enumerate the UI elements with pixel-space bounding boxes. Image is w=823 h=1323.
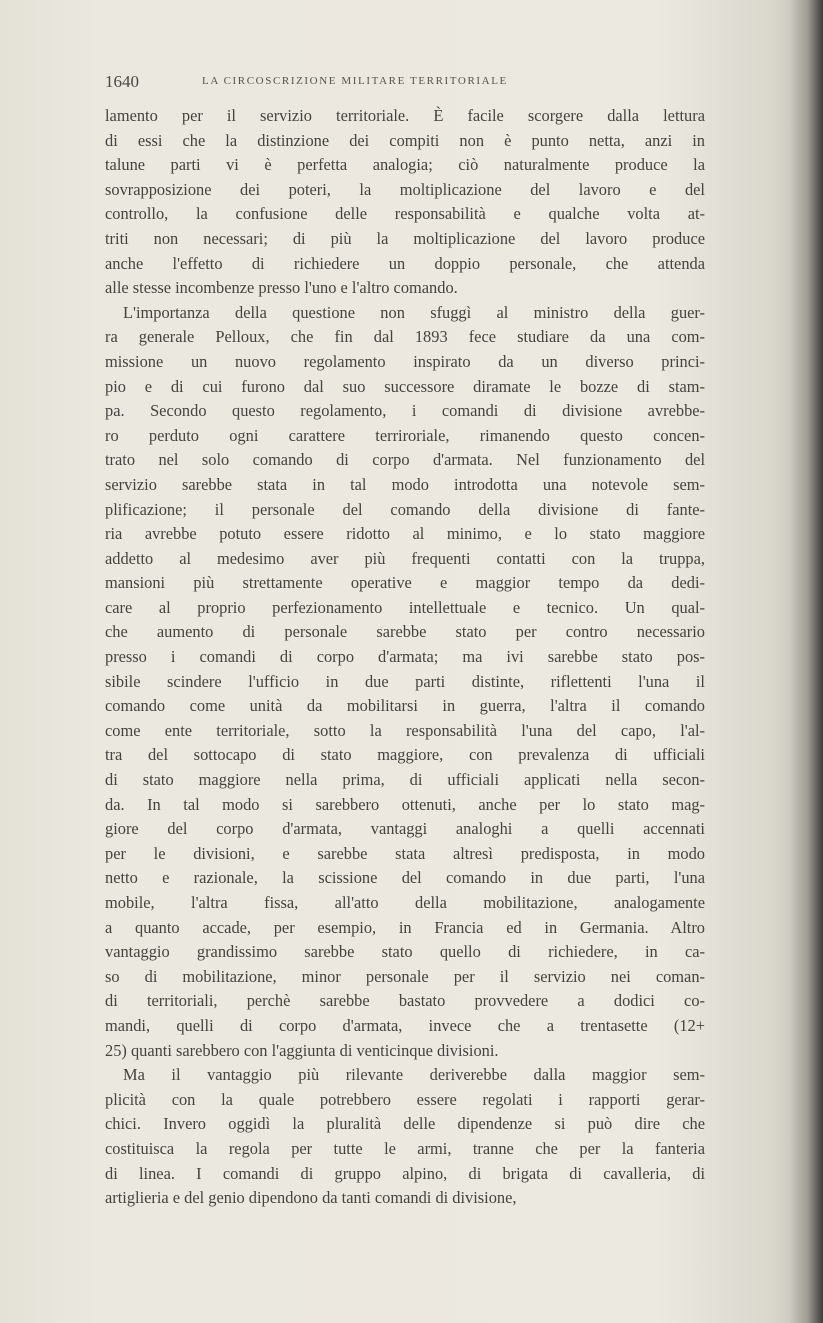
text-line: a quanto accade, per esempio, in Francia ed in Germania. Altro xyxy=(105,917,705,937)
paragraph xyxy=(105,104,705,301)
text-line: lamento per il servizio territoriale. È facile scorgere dalla lettura xyxy=(105,106,705,125)
text-line: ria avrebbe potuto essere ridotto al minimo, e lo stato maggiore xyxy=(105,524,705,544)
text-line: 25) quanti sarebbero con l'aggiunta di venticinque divisioni. xyxy=(105,1040,499,1060)
text-line: mansioni più strettamente operative e maggior tempo da dedi- xyxy=(105,573,705,593)
text-line: servizio sarebbe stata in tal modo introdotta una notevole sem- xyxy=(105,474,705,494)
text-line: di linea. I comandi di gruppo alpino, di brigata di cavalleria, di xyxy=(105,1163,705,1183)
text-line: da. In tal modo si sarebbero ottenuti, anche per lo stato mag- xyxy=(105,794,705,814)
text-line: addetto al medesimo aver più frequenti contatti con la truppa, xyxy=(105,548,705,568)
text-line: netto e razionale, la scissione del comando in due parti, l'una xyxy=(105,868,705,888)
text-line: giore del corpo d'armata, vantaggi analoghi a quelli accennati xyxy=(105,819,705,839)
text-line: controllo, la confusione delle responsabilità e qualche volta at- xyxy=(105,204,705,224)
text-line: missione un nuovo regolamento inspirato da un diverso princi- xyxy=(105,351,705,371)
text-line: comando come unità da mobilitarsi in guerra, l'altra il comando xyxy=(105,696,705,716)
text-line: presso i comandi di corpo d'armata; ma ivi sarebbe stato pos- xyxy=(105,647,705,667)
text-line: care al proprio perfezionamento intellettuale e tecnico. Un qual- xyxy=(105,597,705,617)
text-line: ra generale Pelloux, che fin dal 1893 fece studiare da una com- xyxy=(105,327,705,347)
text-line: ro perduto ogni carattere terriroriale, rimanendo questo concen- xyxy=(105,425,705,445)
text-line: Ma il vantaggio più rilevante deriverebbe dalla maggior sem- xyxy=(123,1065,705,1085)
text-line: talune parti vi è perfetta analogia; ciò naturalmente produce la xyxy=(105,155,705,175)
text-line: chici. Invero oggidì la pluralità delle dipendenze si può dire che xyxy=(105,1114,705,1134)
text-line: mandi, quelli di corpo d'armata, invece che a trentasette (12+ xyxy=(105,1015,705,1035)
text-line: so di mobilitazione, minor personale per il servizio nei coman- xyxy=(105,966,705,986)
text-line: anche l'effetto di richiedere un doppio personale, che attenda xyxy=(105,253,705,273)
text-line: pio e di cui furono dal suo successore diramate le bozze di stam- xyxy=(105,376,705,396)
text-line: triti non necessari; di più la moltiplicazione del lavoro produce xyxy=(105,228,705,248)
text-line: pa. Secondo questo regolamento, i comandi di divisione avrebbe- xyxy=(105,401,705,421)
text-line: alle stesse incombenze presso l'uno e l'altro comando. xyxy=(105,278,458,298)
text-line: plificazione; il personale del comando della divisione di fante- xyxy=(105,499,705,519)
text-line: trato nel solo comando di corpo d'armata. Nel funzionamento del xyxy=(105,450,705,470)
text-line: artiglieria e del genio dipendono da tanti comandi di divisione, xyxy=(105,1188,517,1208)
text-line: di essi che la distinzione dei compiti non è punto netta, anzi in xyxy=(105,130,705,150)
text-line: L'importanza della questione non sfuggì al ministro della guer- xyxy=(123,302,705,322)
text-line: tra del sottocapo di stato maggiore, con prevalenza di ufficiali xyxy=(105,745,705,765)
paragraph xyxy=(105,1063,705,1211)
text-line: sovrapposizione dei poteri, la moltiplicazione del lavoro e del xyxy=(105,179,705,199)
text-line: plicità con la quale potrebbero essere regolati i rapporti gerar- xyxy=(105,1089,705,1109)
text-line: vantaggio grandissimo sarebbe stato quello di richiedere, in ca- xyxy=(105,942,705,962)
running-head: LA CIRCOSCRIZIONE MILITARE TERRITORIALE xyxy=(202,75,508,87)
text-line: per le divisioni, e sarebbe stata altresì predisposta, in modo xyxy=(105,843,705,863)
text-line: di stato maggiore nella prima, di ufficiali applicati nella secon- xyxy=(105,770,705,790)
text-line: come ente territoriale, sotto la responsabilità l'una del capo, l'al- xyxy=(105,720,705,740)
text-line: sibile scindere l'ufficio in due parti distinte, riflettenti l'una il xyxy=(105,671,705,691)
text-line: di territoriali, perchè sarebbe bastato provvedere a dodici co- xyxy=(105,991,705,1011)
page-header xyxy=(105,72,705,94)
page-number: 1640 xyxy=(105,72,139,91)
text-line: costituisca la regola per tutte le armi, tranne che per la fanteria xyxy=(105,1138,705,1158)
text-line: che aumento di personale sarebbe stato per contro necessario xyxy=(105,622,705,642)
body-text xyxy=(105,104,705,1211)
page-edge-shadow xyxy=(789,0,823,1323)
text-line: mobile, l'altra fissa, all'atto della mobilitazione, analogamente xyxy=(105,893,705,912)
paragraph xyxy=(105,301,705,1063)
